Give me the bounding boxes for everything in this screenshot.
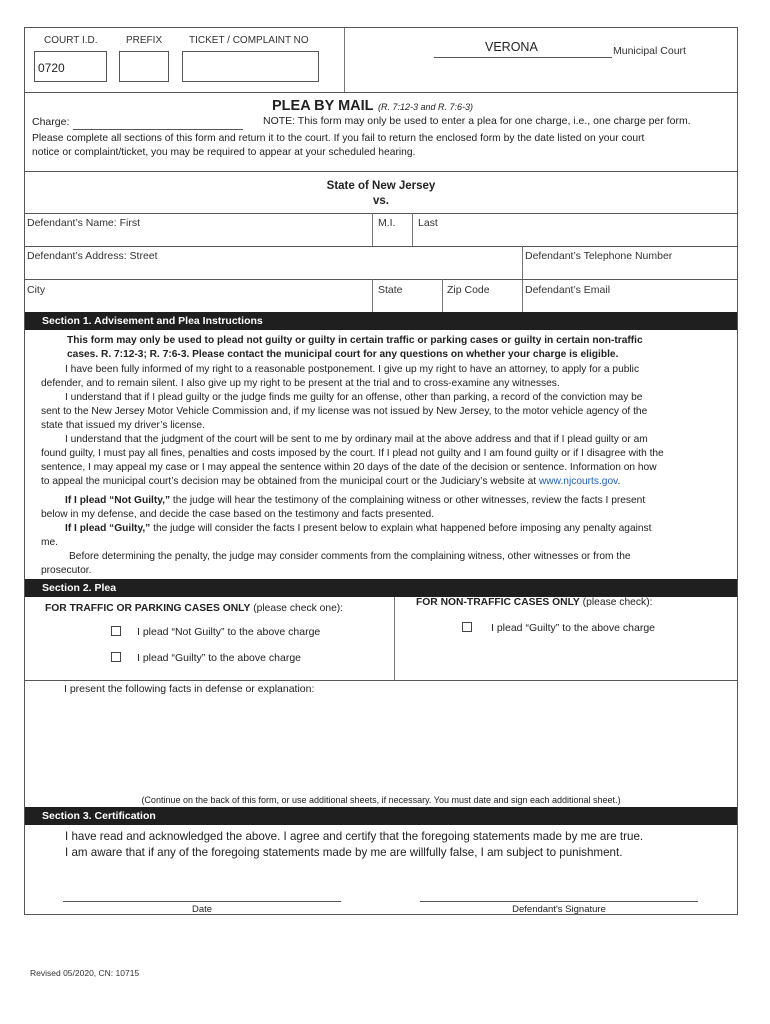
- header-divider: [344, 28, 345, 92]
- penalty-line-1: Before determining the penalty, the judge may consider comments from the complaining witness, other witnesses or from the: [69, 551, 631, 562]
- not-guilty-lead: If I plead “Not Guilty,”: [65, 495, 171, 506]
- defense-facts-field[interactable]: [25, 680, 737, 806]
- guilty-checkbox[interactable]: [111, 652, 121, 662]
- defendant-city-label: City: [27, 284, 46, 296]
- non-traffic-cases-heading: [416, 597, 653, 608]
- defendant-mi-field[interactable]: [373, 213, 411, 246]
- revision-footer: Revised 05/2020, CN: 10715: [30, 968, 140, 978]
- defendant-address-field[interactable]: [25, 246, 521, 279]
- not-guilty-explanation-line-2: below in my defense, and decide the case based on the testimony and facts presented.: [41, 509, 435, 520]
- one-charge-note: NOTE: This form may only be used to enter a plea for one charge, i.e., one charge per form.: [263, 115, 691, 127]
- defendant-state-field[interactable]: [373, 279, 441, 312]
- municipal-court-label: Municipal Court: [613, 45, 686, 57]
- guilty-text: the judge will consider the facts I present below to explain what happened before imposing any penalty against: [150, 523, 652, 534]
- advisement-p3-line-2: found guilty, I must pay all fines, penalties and costs imposed by the court. If I plead not guilty and I am found guilty or if I disagree with the: [41, 448, 664, 459]
- plea-divider: [394, 597, 395, 680]
- traffic-cases-rest: (please check one):: [250, 603, 344, 614]
- non-traffic-guilty-checkbox[interactable]: [462, 622, 472, 632]
- advisement-p3-line-4: [41, 475, 620, 489]
- defendant-first-name-label: Defendant’s Name: First: [27, 217, 141, 229]
- defendant-first-name-field[interactable]: [25, 213, 371, 246]
- advisement-p2-line-2: sent to the New Jersey Motor Vehicle Commission and, if my license was not issued by New Jersey, to the motor vehicle agency of the: [41, 406, 648, 417]
- form-title-main: PLEA BY MAIL: [272, 98, 374, 114]
- advisement-p3-text: to appeal the municipal court’s decision may be obtained from the municipal court or the Judiciary’s website at: [41, 476, 539, 487]
- instructions-line-1: Please complete all sections of this form and return it to the court. If you fail to return the enclosed form by the date listed on your court: [32, 133, 645, 144]
- non-traffic-cases-bold: FOR NON-TRAFFIC CASES ONLY: [416, 597, 580, 608]
- not-guilty-checkbox[interactable]: [111, 626, 121, 636]
- form-title: [272, 97, 473, 115]
- advisement-p2-line-3: state that issued my driver’s license.: [41, 420, 205, 431]
- defendant-email-label: Defendant’s Email: [525, 284, 611, 296]
- advisement-p3-line-3: sentence, I may appeal my case or I may appeal the sentence within 20 days of the date of the decision or sentence. Information on how: [41, 462, 657, 473]
- prefix-label: PREFIX: [126, 35, 163, 46]
- section-1-bold-line-1: This form may only be used to plead not guilty or guilty in certain traffic or parking cases or guilty in certain non-traffic: [67, 335, 643, 346]
- ticket-field[interactable]: [182, 51, 319, 82]
- municipality-name: VERONA: [485, 40, 538, 54]
- defendant-phone-label: Defendant’s Telephone Number: [525, 250, 673, 262]
- advisement-p1-line-1: I have been fully informed of my right to a reasonable postponement. I give up my right to have an attorney, to apply for a public: [65, 364, 640, 375]
- signature-label: Defendant's Signature: [512, 904, 606, 915]
- advisement-p3-line-1: I understand that the judgment of the court will be sent to me by ordinary mail at the above address and that if I plead guilty or am: [65, 434, 648, 445]
- not-guilty-text: the judge will hear the testimony of the complaining witness or other witnesses, review the facts I present: [170, 495, 646, 506]
- njcourts-link[interactable]: www.njcourts.gov: [538, 476, 618, 487]
- advisement-p1-line-2: defender, and to remain silent. I also give up my right to be present at the trial and to cross-examine any witnesses.: [41, 378, 560, 389]
- court-id-value: 0720: [38, 61, 65, 75]
- defendant-mi-label: M.I.: [378, 217, 396, 229]
- certification-line-2: I am aware that if any of the foregoing statements made by me are willfully false, I am subject to punishment.: [65, 846, 623, 859]
- defendant-zip-label: Zip Code: [447, 284, 490, 296]
- charge-label: Charge:: [32, 116, 70, 128]
- defendant-city-field[interactable]: [25, 279, 371, 312]
- vs-caption: vs.: [373, 195, 389, 207]
- date-label: Date: [191, 904, 213, 915]
- divider: [25, 171, 737, 172]
- non-traffic-guilty-option-label: I plead “Guilty” to the above charge: [491, 622, 656, 634]
- rule-reference: (R. 7:12-3 and R. 7:6-3): [377, 102, 474, 112]
- defendant-last-name-field[interactable]: [413, 213, 737, 246]
- ticket-label: TICKET / COMPLAINT NO: [189, 35, 309, 46]
- non-traffic-cases-rest: (please check):: [579, 597, 653, 608]
- divider: [25, 92, 737, 93]
- prefix-field[interactable]: [119, 51, 169, 82]
- date-field[interactable]: [63, 901, 341, 902]
- not-guilty-explanation-line-1: [65, 494, 645, 508]
- defendant-state-label: State: [378, 284, 403, 296]
- defendant-phone-field[interactable]: [523, 246, 737, 279]
- guilty-option-label: I plead “Guilty” to the above charge: [137, 652, 302, 664]
- court-id-field[interactable]: [34, 51, 107, 82]
- penalty-line-2: prosecutor.: [41, 565, 92, 576]
- defendant-email-field[interactable]: [523, 279, 737, 312]
- guilty-lead: If I plead “Guilty,”: [65, 523, 151, 534]
- instructions-line-2: notice or complaint/ticket, you may be required to appear at your scheduled hearing.: [32, 147, 416, 158]
- defendant-address-label: Defendant’s Address: Street: [27, 250, 158, 262]
- defendant-zip-field[interactable]: [443, 279, 521, 312]
- defense-facts-label: I present the following facts in defense or explanation:: [64, 683, 315, 695]
- signature-field[interactable]: [420, 901, 698, 902]
- advisement-p2-line-1: I understand that if I plead guilty or the judge finds me guilty for an offense, other than parking, a record of the conviction may be: [65, 392, 643, 403]
- guilty-explanation-line-1: [65, 522, 651, 536]
- certification-line-1: I have read and acknowledged the above. I agree and certify that the foregoing statements made by me are true.: [65, 830, 644, 843]
- state-caption: State of New Jersey: [326, 180, 436, 192]
- municipality-line: [434, 57, 612, 58]
- court-id-label: COURT I.D.: [44, 35, 98, 46]
- traffic-cases-bold: FOR TRAFFIC OR PARKING CASES ONLY: [45, 603, 251, 614]
- continue-note: (Continue on the back of this form, or use additional sheets, if necessary. You must date and sign each additional sheet.): [141, 795, 621, 805]
- section-2-heading: Section 2. Plea: [25, 579, 737, 597]
- charge-field[interactable]: [73, 129, 243, 130]
- section-1-heading: Section 1. Advisement and Plea Instructions: [25, 312, 737, 330]
- advisement-p3-period: .: [617, 476, 621, 487]
- not-guilty-option-label: I plead “Not Guilty” to the above charge: [137, 626, 321, 638]
- defendant-last-name-label: Last: [418, 217, 438, 229]
- traffic-cases-heading: [45, 603, 343, 614]
- section-3-heading: Section 3. Certification: [25, 807, 737, 825]
- section-1-bold-line-2: cases. R. 7:12-3; R. 7:6-3. Please contact the municipal court for any questions on whether your charge is eligible.: [67, 349, 619, 360]
- guilty-explanation-line-2: me.: [41, 537, 58, 548]
- plea-by-mail-form: [24, 27, 738, 915]
